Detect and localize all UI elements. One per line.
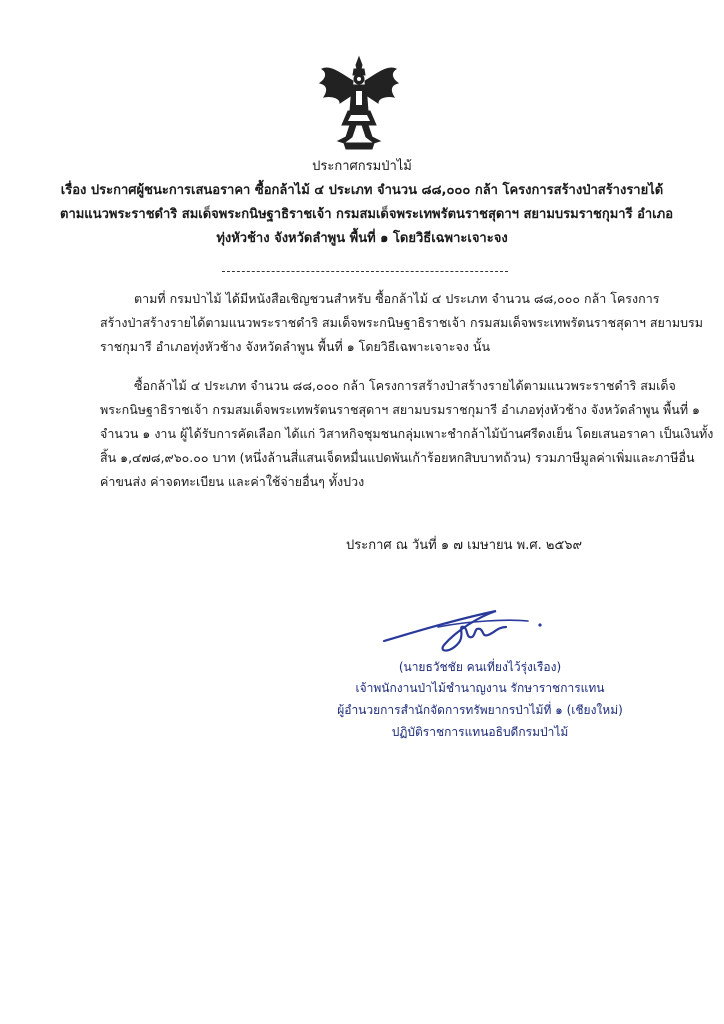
body-line: ตามที่ กรมป่าไม้ ได้มีหนังสือเชิญชวนสำหรับ ซื้อกล้าไม้ ๔ ประเภท จำนวน ๘๘,๐๐๐ กล้า โครงการ — [134, 291, 660, 306]
body-line: ซื้อกล้าไม้ ๔ ประเภท จำนวน ๘๘,๐๐๐ กล้า โครงการสร้างป่าสร้างรายได้ตามแนวพระราชดำริ สมเด็จ — [134, 378, 676, 393]
announcement-title: ประกาศกรมป่าไม้ — [312, 159, 412, 174]
body-line: พระกนิษฐาธิราชเจ้า กรมสมเด็จพระเทพรัตนราชสุดาฯ สยามบรมราชกุมารี อำเภอทุ่งหัวช้าง จังหวัดลำพูน พื้นที่ ๑ — [100, 402, 700, 417]
body-line: จำนวน ๑ งาน ผู้ได้รับการคัดเลือก ได้แก่ วิสาหกิจชุมชนกลุ่มเพาะชำกล้าไม้บ้านศรีดงเย็น โดยเสนอราคา เป็นเงินทั้ง — [100, 426, 714, 441]
subject-line: เรื่อง ประกาศผู้ชนะการเสนอราคา ซื้อกล้าไม้ ๔ ประเภท จำนวน ๘๘,๐๐๐ กล้า โครงการสร้างป่าสร้างรายได้ — [60, 183, 664, 198]
signatory-name: (นายธวัชชัย คนเที่ยงไว้รุ่งเรือง) — [398, 660, 562, 674]
body-line: ราชกุมารี อำเภอทุ่งหัวช้าง จังหวัดลำพูน พื้นที่ ๑ โดยวิธีเฉพาะเจาะจง นั้น — [100, 339, 490, 354]
handwritten-signature — [378, 597, 548, 657]
announcement-date: ประกาศ ณ วันที่ ๑ ๗ เมษายน พ.ศ. ๒๕๖๙ — [346, 538, 583, 553]
signatory-position: เจ้าพนักงานป่าไม้ชำนาญงาน รักษาราชการแทน — [355, 681, 605, 695]
body-line: ค่าขนส่ง ค่าจดทะเบียน และค่าใช้จ่ายอื่นๆ ทั้งปวง — [100, 474, 365, 489]
dashed-divider — [222, 271, 508, 272]
garuda-emblem-icon — [318, 55, 400, 151]
signatory-position: ผู้อำนวยการสำนักจัดการทรัพยากรป่าไม้ที่ ๑ (เชียงใหม่) — [337, 703, 623, 717]
subject-line: ทุ่งหัวช้าง จังหวัดลำพูน พื้นที่ ๑ โดยวิธีเฉพาะเจาะจง — [216, 231, 508, 246]
body-line: สิ้น ๑,๔๗๘,๙๖๐.๐๐ บาท (หนึ่งล้านสี่แสนเจ็ดหมื่นแปดพันเก้าร้อยหกสิบบาทถ้วน) รวมภาษีมูลค่าเพิ่มและภาษีอื่น — [100, 450, 695, 465]
body-line: สร้างป่าสร้างรายได้ตามแนวพระราชดำริ สมเด็จพระกนิษฐาธิราชเจ้า กรมสมเด็จพระเทพรัตนราชสุดาฯ สยามบรม — [100, 315, 703, 330]
signatory-position: ปฏิบัติราชการแทนอธิบดีกรมป่าไม้ — [391, 725, 569, 739]
subject-line: ตามแนวพระราชดำริ สมเด็จพระกนิษฐาธิราชเจ้า กรมสมเด็จพระเทพรัตนราชสุดาฯ สยามบรมราชกุมารี อำเภอ — [60, 207, 674, 222]
